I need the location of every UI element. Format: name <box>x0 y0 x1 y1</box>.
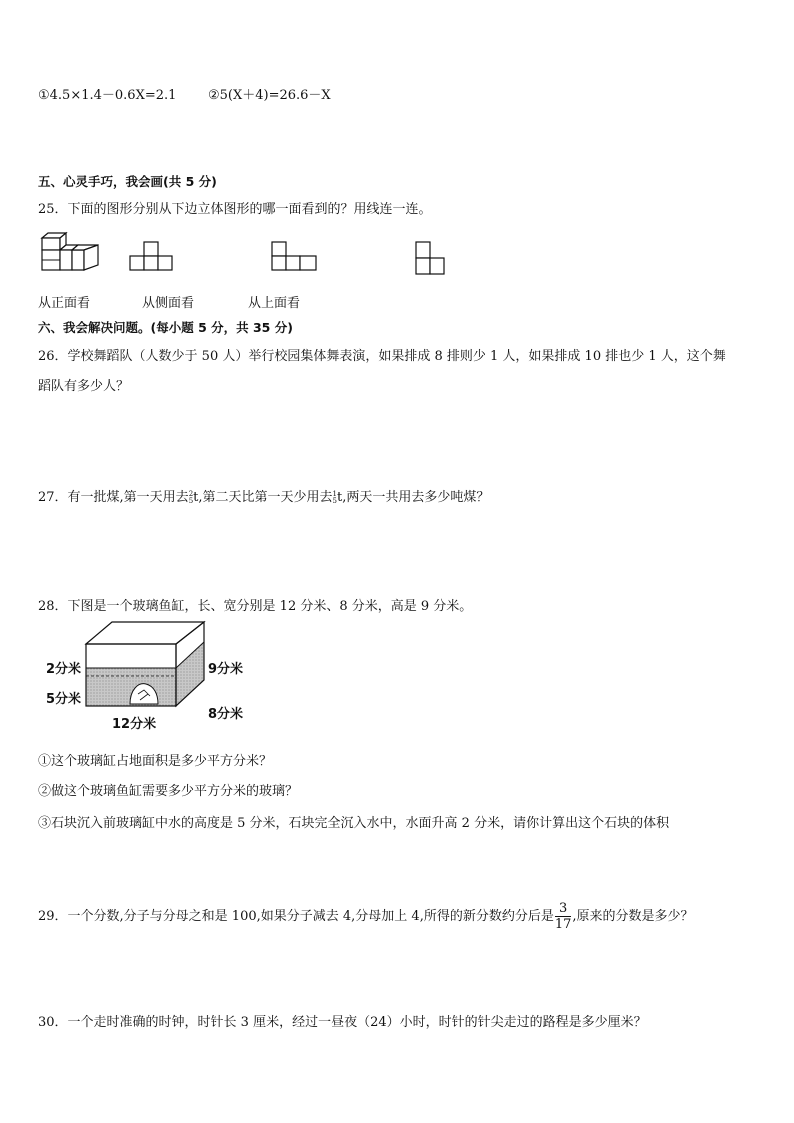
view-figure-2 <box>270 240 322 274</box>
question-25: 25．下面的图形分别从下边立体图形的哪一面看到的？用线连一连。 <box>38 202 432 217</box>
fraction-one-fifth: 1 5 <box>332 490 337 505</box>
question-26-line-1: 26．学校舞蹈队（人数少于 50 人）举行校园集体舞表演，如果排成 8 排则少 1 人，如果排成 10 排也少 1 人，这个舞 <box>38 349 726 364</box>
tank-label-2dm: 2分米 <box>46 662 82 677</box>
equation-1: ①4.5×1.4－0.6X=2.1 <box>38 88 177 103</box>
question-29-part-a: 29．一个分数,分子与分母之和是 100,如果分子减去 4,分母加上 4,所得的新分数约分后是 <box>38 909 554 924</box>
question-27-part-c: t,两天一共用去多少吨煤？ <box>336 490 490 505</box>
equation-2: ②5(X＋4)=26.6－X <box>208 88 331 103</box>
fish-tank-figure <box>84 620 208 712</box>
question-28-sub-2: ②做这个玻璃鱼缸需要多少平方分米的玻璃？ <box>38 784 299 799</box>
question-26-line-2: 蹈队有多少人？ <box>38 379 130 394</box>
question-27 <box>38 486 489 505</box>
fraction-three-seventeenths: $\frac{3}{17}$ <box>554 901 572 932</box>
section-5-heading: 五、心灵手巧，我会画(共 5 分) <box>38 174 217 189</box>
question-28: 28．下图是一个玻璃鱼缸，长、宽分别是 12 分米、8 分米，高是 9 分米。 <box>38 599 473 614</box>
section-6-heading: 六、我会解决问题。(每小题 5 分，共 35 分) <box>38 320 293 335</box>
question-28-sub-3: ③石块沉入前玻璃缸中水的高度是 5 分米，石块完全沉入水中，水面升高 2 分米，请你计算出这个石块的体积 <box>38 816 670 831</box>
tank-label-8dm: 8分米 <box>208 707 244 722</box>
solid-figure <box>38 230 102 276</box>
view-figure-1 <box>128 240 178 274</box>
question-27-part-a: 27．有一批煤,第一天用去 <box>38 490 189 505</box>
view-figure-3 <box>412 238 448 278</box>
question-29 <box>38 902 694 931</box>
question-27-part-b: t,第二天比第一天少用去 <box>193 490 333 505</box>
view-label-front: 从正面看 <box>38 296 91 311</box>
fraction-two-fifths: 2 5 <box>188 490 194 505</box>
question-28-sub-1: ①这个玻璃缸占地面积是多少平方分米？ <box>38 754 273 769</box>
question-29-part-b: ,原来的分数是多少？ <box>572 909 694 924</box>
tank-label-12dm: 12分米 <box>112 717 157 732</box>
tank-label-9dm: 9分米 <box>208 662 244 677</box>
question-30: 30．一个走时准确的时钟，时针长 3 厘米，经过一昼夜（24）小时，时针的针尖走过的路程是多少厘米？ <box>38 1015 647 1030</box>
tank-label-5dm: 5分米 <box>46 692 82 707</box>
view-label-side: 从侧面看 <box>142 296 195 311</box>
view-label-top: 从上面看 <box>248 296 301 311</box>
